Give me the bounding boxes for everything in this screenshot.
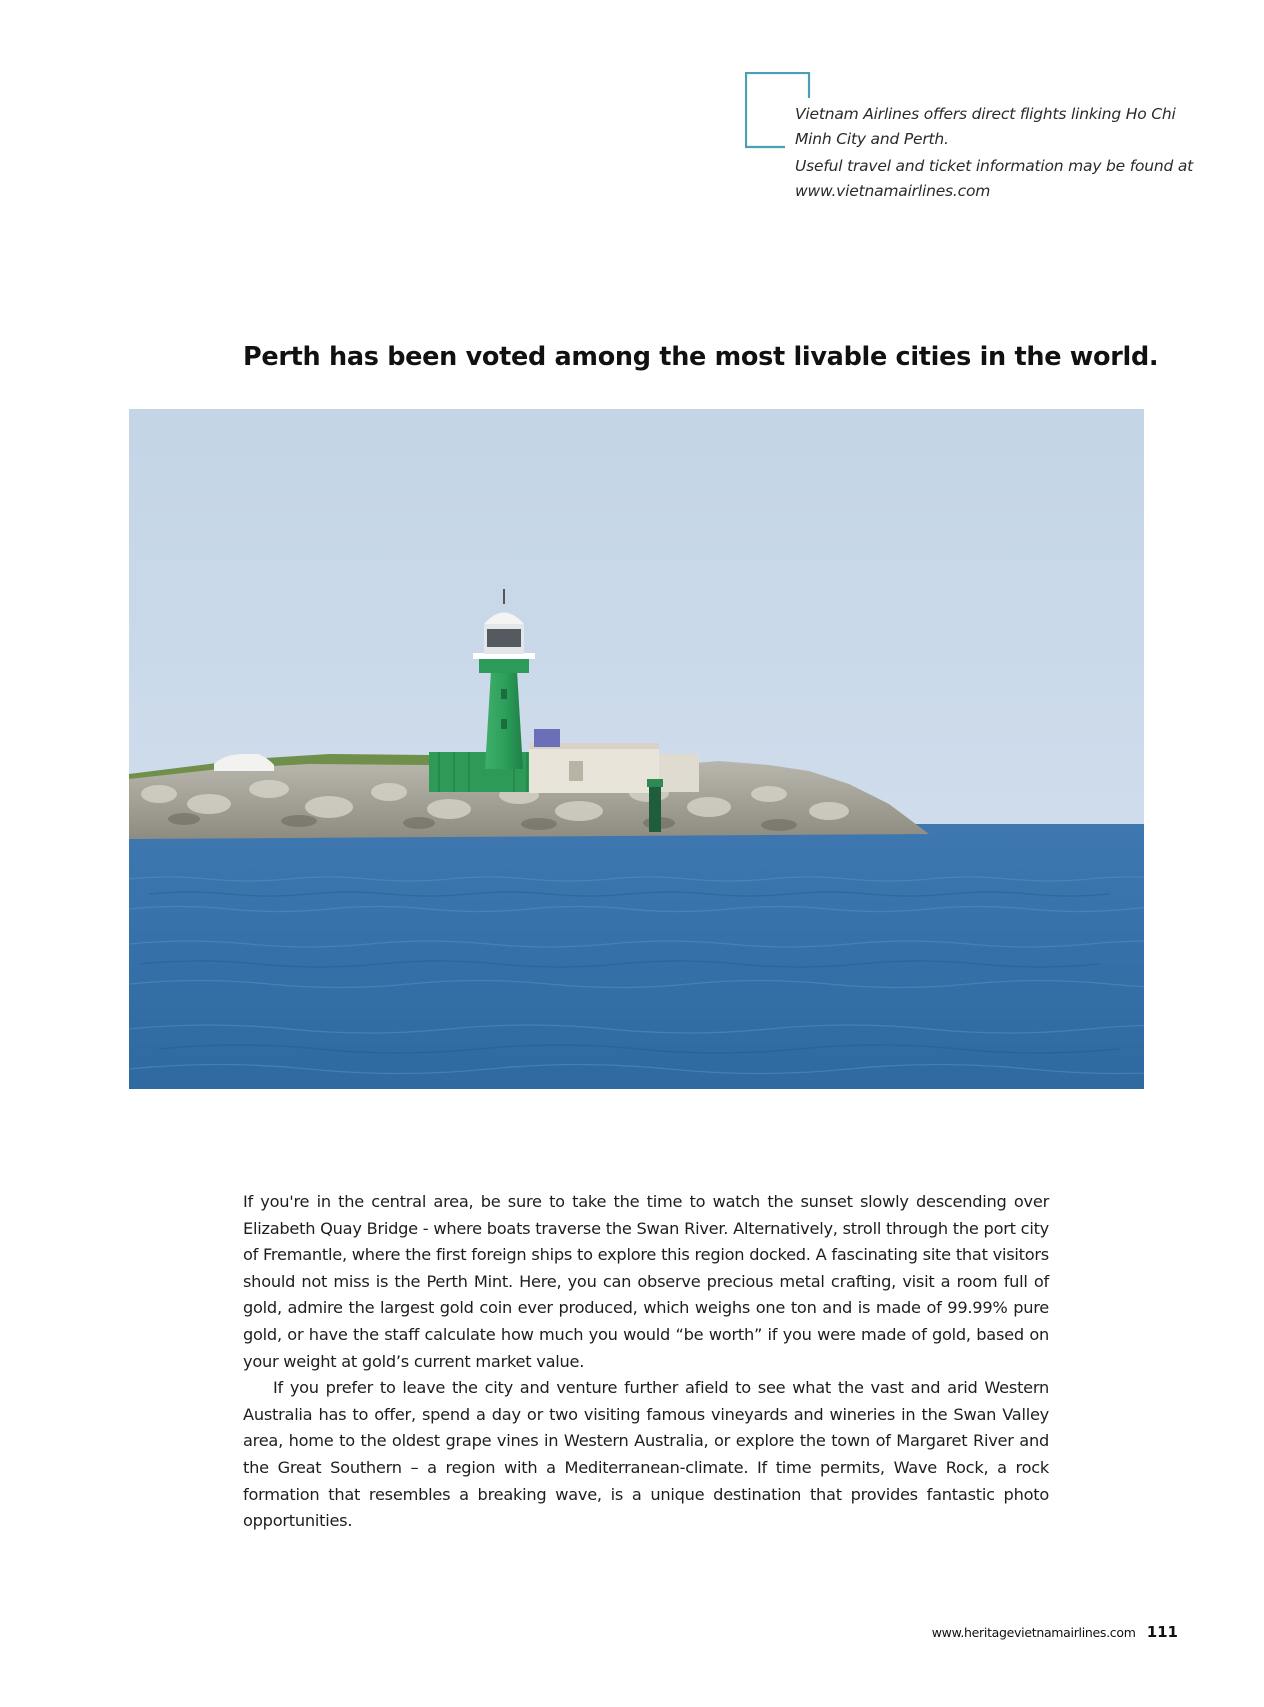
article-paragraph: If you're in the central area, be sure to take the time to watch the sunset slowly descending over Elizabeth Quay Bridge - where boats traverse the Swan River. Alternatively, stroll through the port city of Fremantle, where the first foreign ships to explore this region docked. A fascinating site that visitors should not miss is the Perth Mint. Here, you can observe precious metal crafting, visit a room full of gold, admire the largest gold coin ever produced, which weighs one ton and is made of 99.99% pure gold, or have the staff calculate how much you would “be worth” if you were made of gold, based on your weight at gold’s current market value.: [243, 1192, 1049, 1371]
article-paragraph: If you prefer to leave the city and venture further afield to see what the vast and arid Western Australia has to offer, spend a day or two visiting famous vineyards and wineries in the Swan Valley area, home to the oldest grape vines in Western Australia, or explore the town of Margaret River and the Great Southern – a region with a Mediterranean-climate. If time permits, Wave Rock, a rock formation that resembles a breaking wave, is a unique destination that provides fantastic photo opportunities.: [243, 1378, 1049, 1531]
travel-info-website: Useful travel and ticket information may be found at www.vietnamairlines.com: [795, 157, 1194, 200]
lighthouse-photo: [129, 409, 1144, 1089]
page-footer: [932, 1622, 1178, 1641]
travel-info-text: [795, 102, 1215, 206]
travel-info-flights: Vietnam Airlines offers direct flights linking Ho Chi Minh City and Perth.: [795, 105, 1176, 148]
article-body: [243, 1189, 1049, 1535]
article-headline: Perth has been voted among the most livable cities in the world.: [243, 342, 1159, 372]
footer-website-link[interactable]: www.heritagevietnamairlines.com: [931, 1625, 1136, 1640]
page-number: 111: [1146, 1623, 1178, 1641]
travel-info-note: [745, 72, 1215, 200]
